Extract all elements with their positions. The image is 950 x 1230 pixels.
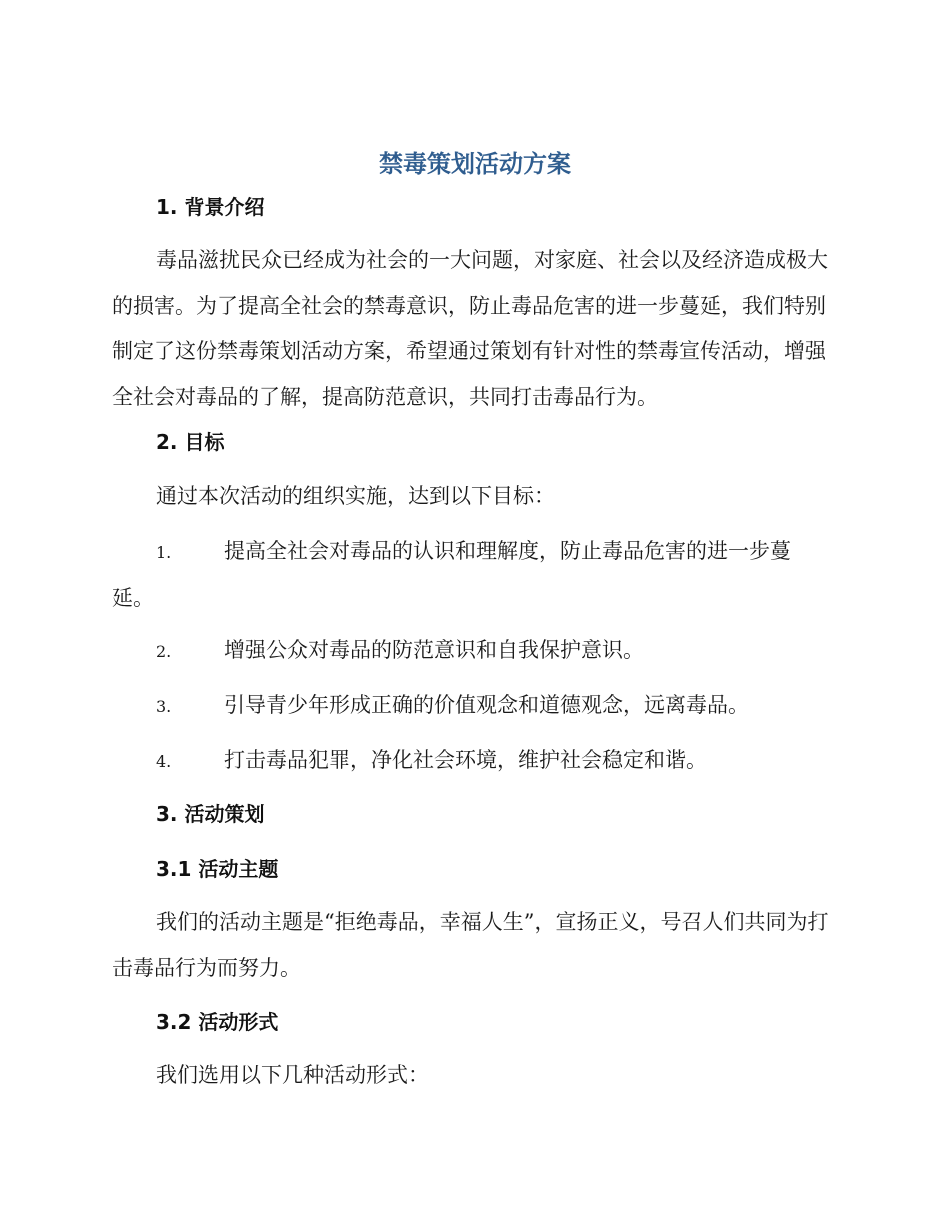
section-heading-background: 1. 背景介绍 <box>156 195 265 219</box>
list-item-text: 打击毒品犯罪，净化社会环境，维护社会稳定和谐。 <box>224 748 707 772</box>
background-paragraph: 毒品滋扰民众已经成为社会的一大问题，对家庭、社会以及经济造成极大的损害。为了提高全社会的禁毒意识，防止毒品危害的进一步蔓延，我们特别制定了这份禁毒策划活动方案，希望通过策划有针对性的禁毒宣传活动，增强全社会对毒品的了解，提高防范意识，共同打击毒品行为。 <box>112 248 828 409</box>
list-item-text: 引导青少年形成正确的价值观念和道德观念，远离毒品。 <box>224 693 749 717</box>
list-number: 3. <box>156 697 172 716</box>
goals-intro: 通过本次活动的组织实施，达到以下目标： <box>156 484 555 508</box>
goal-list-item <box>112 738 832 785</box>
section-heading-goals: 2. 目标 <box>156 430 225 454</box>
section-heading-planning: 3. 活动策划 <box>156 802 265 826</box>
subsection-heading-theme: 3.1 活动主题 <box>156 857 279 881</box>
subsection-heading-format: 3.2 活动形式 <box>156 1010 279 1034</box>
goal-list-item <box>112 628 832 675</box>
list-number: 1. <box>156 543 172 562</box>
goal-list-item <box>112 683 832 730</box>
goal-list-item <box>112 529 832 621</box>
list-number: 4. <box>156 752 172 771</box>
list-number: 2. <box>156 642 172 661</box>
theme-paragraph: 我们的活动主题是“拒绝毒品，幸福人生”，宣扬正义，号召人们共同为打击毒品行为而努力。 <box>112 910 829 980</box>
list-item-text: 增强公众对毒品的防范意识和自我保护意识。 <box>224 638 644 662</box>
list-item-text: 提高全社会对毒品的认识和理解度，防止毒品危害的进一步蔓延。 <box>112 539 791 610</box>
document-title: 禁毒策划活动方案 <box>379 150 571 178</box>
format-paragraph: 我们选用以下几种活动形式： <box>156 1063 429 1087</box>
